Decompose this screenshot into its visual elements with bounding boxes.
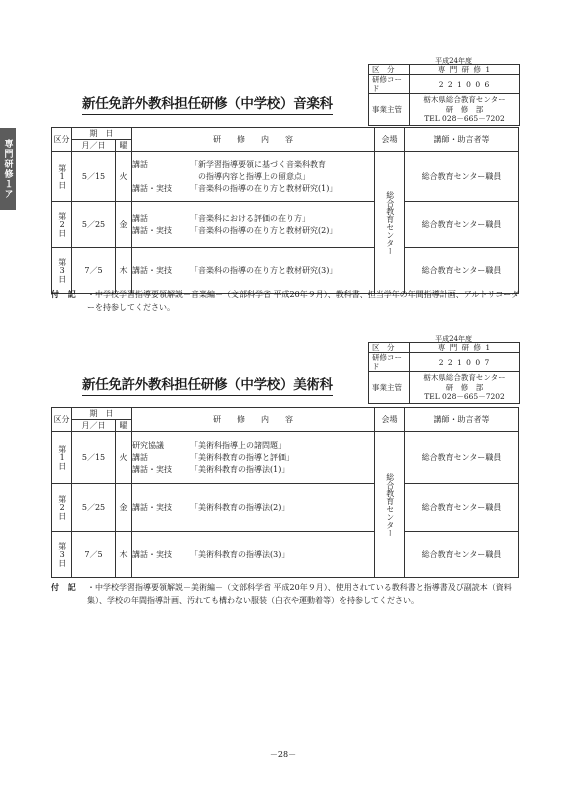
lecturer-cell: 総合教育センター職員: [405, 202, 519, 248]
venue-text: 総合教育センター: [385, 472, 395, 537]
host-label: 事業主管: [369, 372, 410, 404]
content-kind: 講話・実技: [132, 464, 172, 474]
content-subject: 「美術科教育の指導法(3)」: [190, 549, 290, 559]
note-label: 付 記: [51, 582, 79, 592]
weekday-cell: 金: [116, 484, 132, 532]
content-kind: 講話・実技: [132, 502, 172, 512]
code-value: 2 2 1 0 0 6: [410, 75, 520, 94]
content-kind: 講話・実技: [132, 265, 172, 275]
page-number: －28－: [269, 750, 297, 759]
day-label: 第3日: [57, 542, 67, 567]
host-line: 栃木県総合教育センター: [423, 373, 506, 382]
venue-text: 総合教育センター: [385, 190, 395, 255]
side-tab: 専門研修１ア: [0, 128, 16, 210]
content-cell: [132, 202, 375, 248]
content-subject: 「音楽科の指導の在り方と教材研究(3)」: [190, 265, 338, 275]
header-venue: 会場: [375, 128, 405, 152]
content-subject: の指導内容と指導上の留意点」: [190, 171, 310, 181]
header-month-day: 月／日: [72, 420, 116, 432]
host-line: 栃木県総合教育センター: [423, 95, 506, 104]
content-kind: 講話: [132, 452, 148, 462]
content-kind: 講話・実技: [132, 183, 172, 193]
day-label: 第2日: [57, 495, 67, 520]
header-kubun: 区分: [52, 128, 72, 152]
weekday-cell: 金: [116, 202, 132, 248]
note: [51, 581, 521, 607]
note-text: ・中学校学習指導要領解説－美術編－（文部科学省 平成20年９月）、使用されている教科書と指導書及び副読本（資料集）、学校の年間指導計画、汚れても構わない服装（白衣や運動着等）を持参してください。: [87, 583, 512, 605]
header-kijitsu: 期 日: [72, 408, 132, 420]
table-row: [52, 432, 519, 484]
content-subject: 「美術科教育の指導法(1)」: [190, 464, 290, 474]
date-cell: 5／25: [72, 202, 116, 248]
day-label: 第2日: [57, 212, 67, 237]
header-weekday: 曜: [116, 420, 132, 432]
lecturer-cell: 総合教育センター職員: [405, 484, 519, 532]
info-box: [368, 342, 520, 404]
host-label: 事業主管: [369, 94, 410, 126]
info-box: [368, 64, 520, 126]
table-row: [52, 152, 519, 202]
venue-cell: [375, 152, 405, 294]
content-cell: [132, 152, 375, 202]
content-subject: 「美術科教育の指導と評価」: [190, 452, 294, 462]
content-cell: [132, 532, 375, 578]
host-line: 研 修 部: [445, 382, 484, 392]
fiscal-year: 平成24年度: [435, 335, 472, 343]
host-value: [410, 94, 520, 126]
day-label: 第1日: [57, 445, 67, 470]
venue-cell: [375, 432, 405, 578]
kubun-value: 専 門 研 修 1: [410, 343, 520, 353]
content-subject: 「音楽科の指導の在り方と教材研究(1)」: [190, 183, 338, 193]
table-row: [52, 248, 519, 294]
date-cell: 7／5: [72, 532, 116, 578]
header-content: 研 修 内 容: [132, 128, 375, 152]
header-lecturer: 講師・助言者等: [405, 408, 519, 432]
lecturer-cell: 総合教育センター職員: [405, 532, 519, 578]
lecturer-cell: 総合教育センター職員: [405, 432, 519, 484]
content-kind: [132, 171, 190, 183]
content-kind: 講話・実技: [132, 549, 172, 559]
host-line: TEL 028－665－7202: [424, 392, 505, 401]
table-row: [52, 484, 519, 532]
code-value: 2 2 1 0 0 7: [410, 353, 520, 372]
lecturer-cell: 総合教育センター職員: [405, 152, 519, 202]
table-row: [52, 202, 519, 248]
content-subject: 「新学習指導要領に基づく音楽科教育: [190, 159, 326, 169]
content-cell: [132, 248, 375, 294]
note-text: ・中学校学習指導要領解説－音楽編－（文部科学省 平成20年９月）、教科書、担当学年の年間指導計画、アルトリコーダーを持参してください。: [87, 290, 520, 312]
content-subject: 「音楽科の指導の在り方と教材研究(2)」: [190, 225, 338, 235]
schedule-table: [51, 127, 519, 294]
header-kubun: 区分: [52, 408, 72, 432]
note-label: 付 記: [51, 289, 79, 299]
weekday-cell: 木: [116, 248, 132, 294]
content-cell: [132, 484, 375, 532]
content-kind: 講話・実技: [132, 225, 172, 235]
host-value: [410, 372, 520, 404]
weekday-cell: 火: [116, 152, 132, 202]
content-kind: 講話: [132, 213, 148, 223]
header-lecturer: 講師・助言者等: [405, 128, 519, 152]
kubun-value: 専 門 研 修 1: [410, 65, 520, 75]
weekday-cell: 木: [116, 532, 132, 578]
kubun-label: 区 分: [369, 65, 410, 75]
date-cell: 5／15: [72, 152, 116, 202]
kubun-label: 区 分: [369, 343, 410, 353]
content-cell: [132, 432, 375, 484]
header-kijitsu: 期 日: [72, 128, 132, 140]
weekday-cell: 火: [116, 432, 132, 484]
content-kind: 講話: [132, 159, 148, 169]
header-venue: 会場: [375, 408, 405, 432]
content-subject: 「音楽科における評価の在り方」: [190, 213, 310, 223]
header-weekday: 曜: [116, 140, 132, 152]
content-subject: 「美術科指導上の諸問題」: [190, 440, 286, 450]
date-cell: 5／15: [72, 432, 116, 484]
day-label: 第1日: [57, 164, 67, 189]
note: [51, 288, 521, 314]
fiscal-year: 平成24年度: [435, 57, 472, 65]
table-row: [52, 532, 519, 578]
host-line: 研 修 部: [445, 104, 484, 114]
code-label: 研修コード: [369, 353, 410, 372]
content-subject: 「美術科教育の指導法(2)」: [190, 502, 290, 512]
date-cell: 5／25: [72, 484, 116, 532]
header-content: 研 修 内 容: [132, 408, 375, 432]
header-month-day: 月／日: [72, 140, 116, 152]
section-title: 新任免許外教科担任研修（中学校）美術科: [82, 373, 333, 396]
schedule-table: [51, 407, 519, 578]
content-kind: 研究協議: [132, 440, 164, 450]
lecturer-cell: 総合教育センター職員: [405, 248, 519, 294]
section-title: 新任免許外教科担任研修（中学校）音楽科: [82, 92, 333, 115]
code-label: 研修コード: [369, 75, 410, 94]
host-line: TEL 028－665－7202: [424, 114, 505, 123]
day-label: 第3日: [57, 258, 67, 283]
date-cell: 7／5: [72, 248, 116, 294]
